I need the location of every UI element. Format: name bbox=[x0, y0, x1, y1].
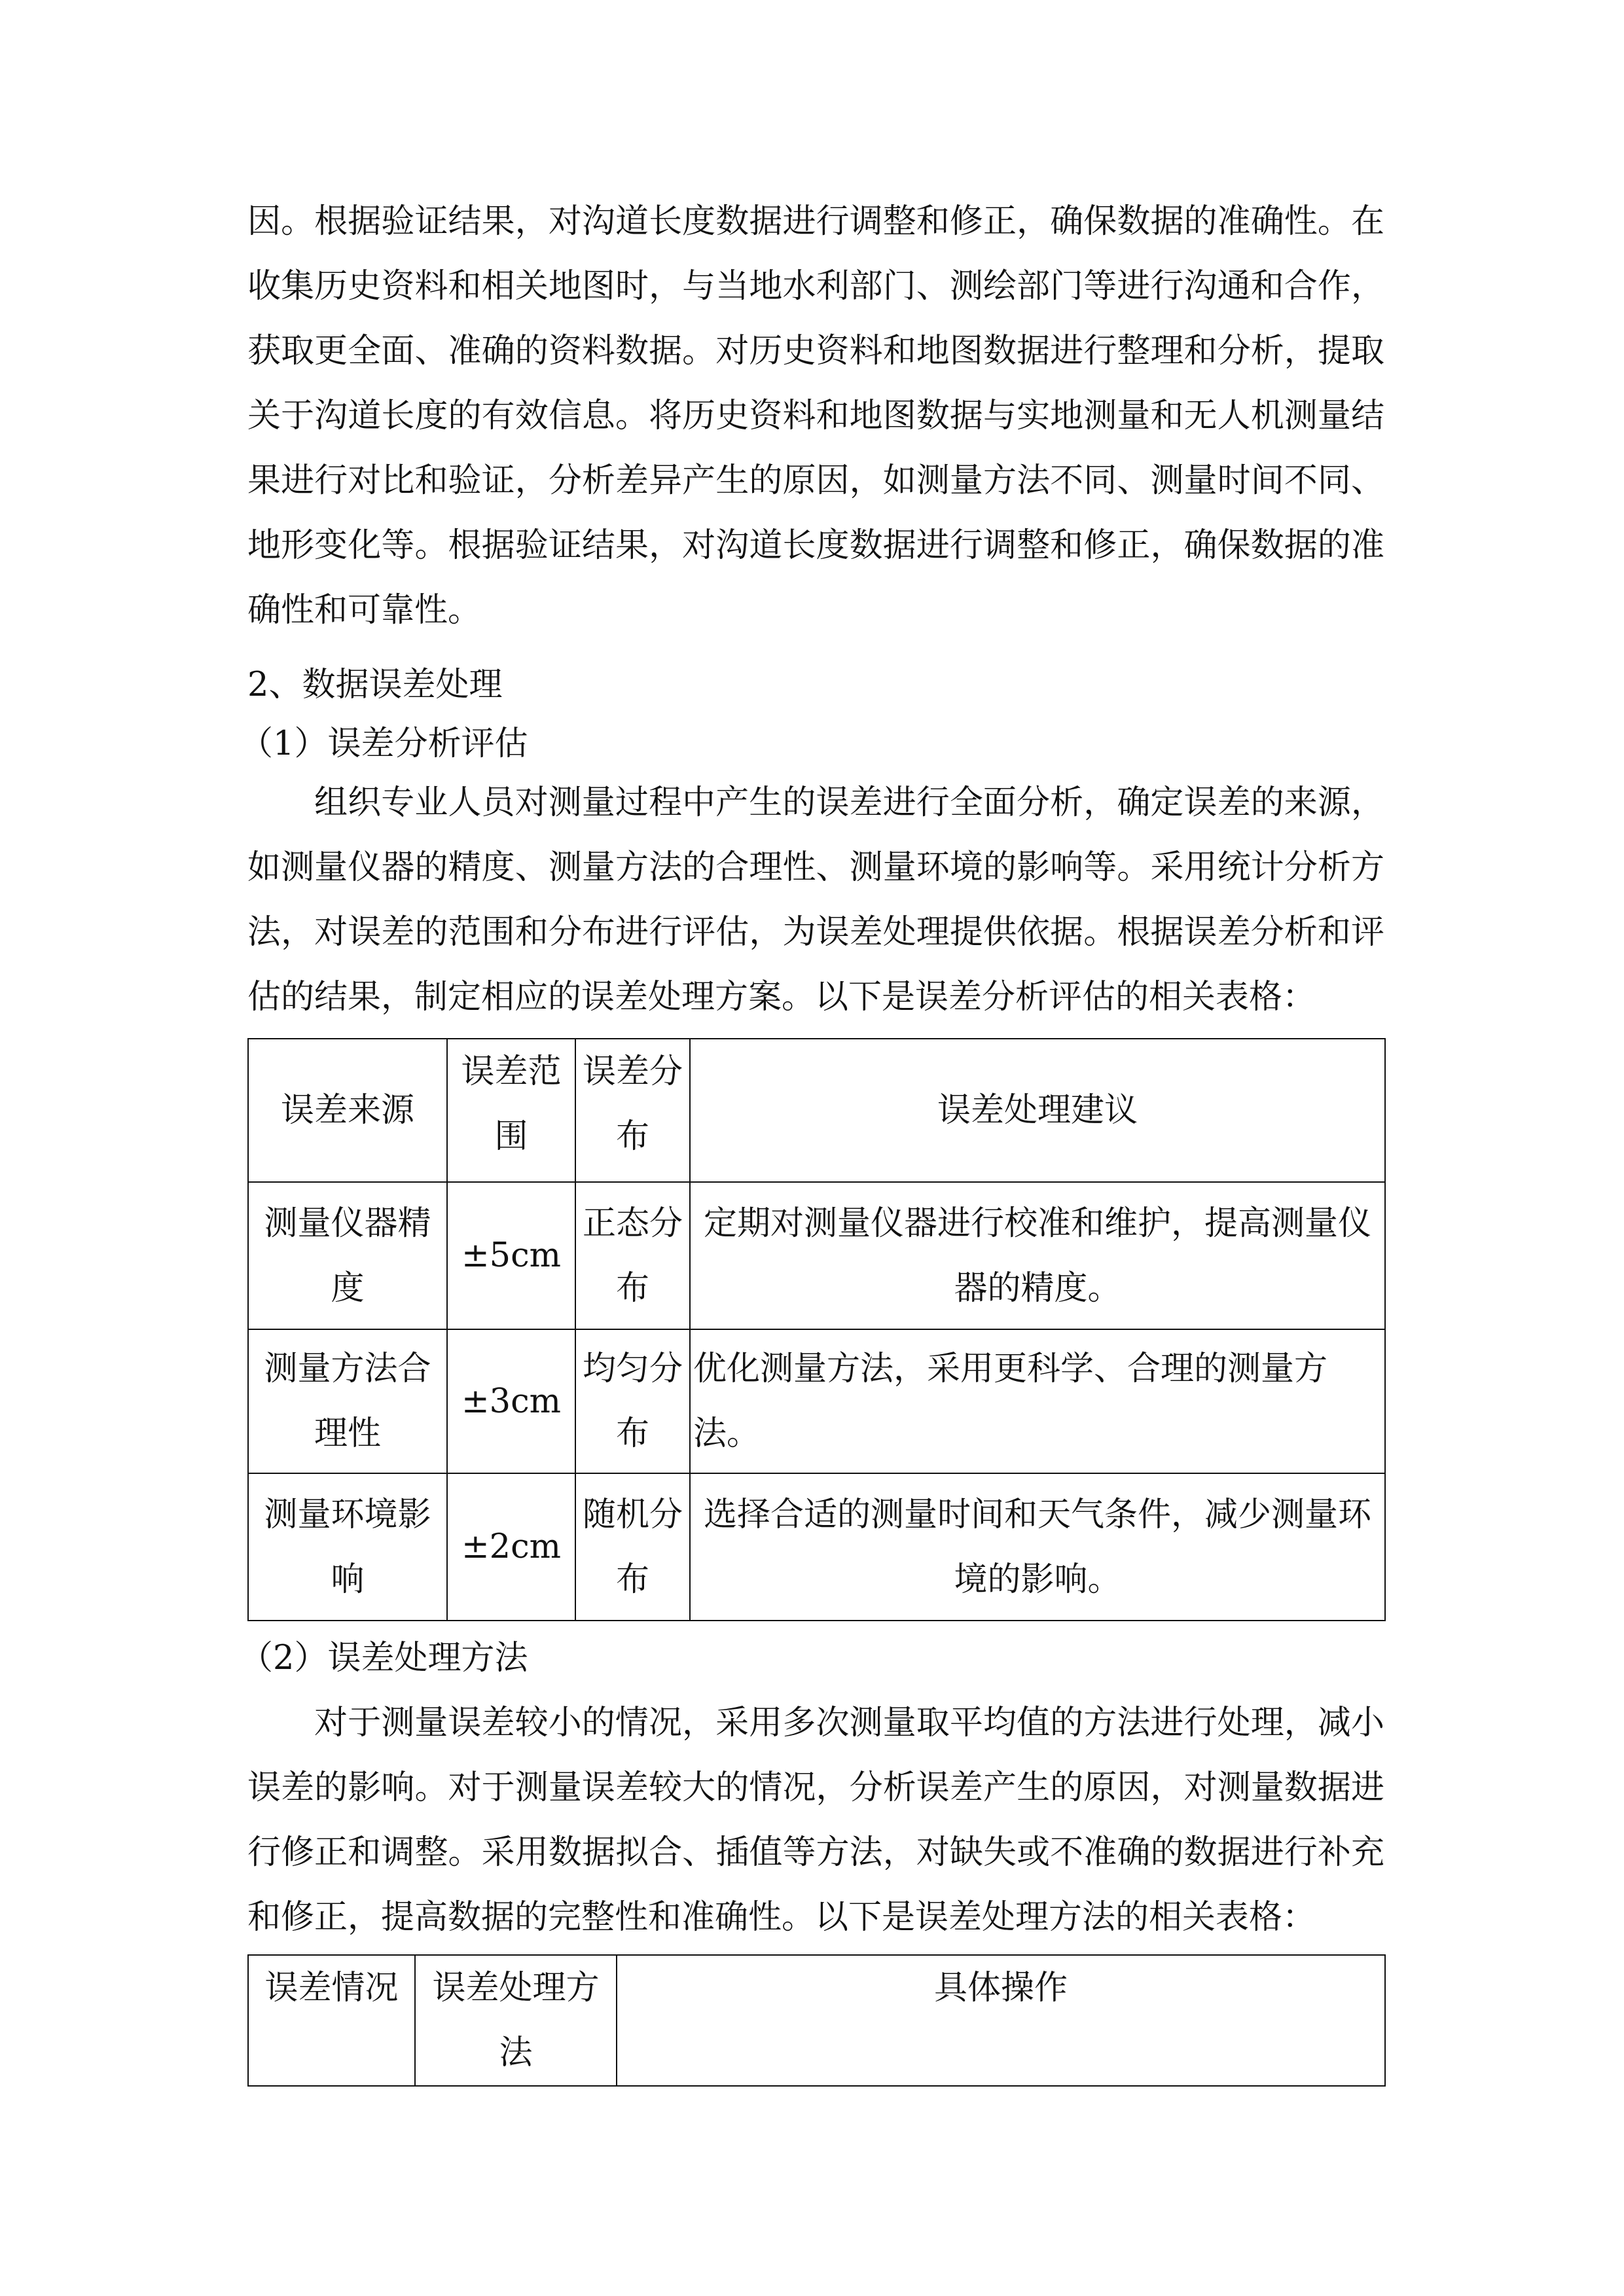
text-line: 误差的影响。对于测量误差较大的情况，分析误差产生的原因，对测量数据进 bbox=[247, 1768, 1384, 1807]
text-line: 估的结果，制定相应的误差处理方案。以下是误差分析评估的相关表格： bbox=[247, 978, 1316, 1016]
table-header-row bbox=[248, 1955, 1385, 2086]
text-line: 如测量仪器的精度、测量方法的合理性、测量环境的影响等。采用统计分析方 bbox=[247, 848, 1384, 887]
table-cell: 测量环境影响 bbox=[248, 1473, 447, 1621]
table-cell: 定期对测量仪器进行校准和维护，提高测量仪器的精度。 bbox=[690, 1182, 1385, 1329]
header-cell: 误差来源 bbox=[248, 1039, 447, 1182]
header-cell: 具体操作 bbox=[617, 1955, 1385, 2086]
text-line: 组织专业人员对测量过程中产生的误差进行全面分析，确定误差的来源， bbox=[314, 783, 1384, 822]
text-line: 法，对误差的范围和分布进行评估，为误差处理提供依据。根据误差分析和评 bbox=[247, 913, 1384, 952]
header-cell: 误差情况 bbox=[248, 1955, 415, 2086]
header-cell: 误差处理建议 bbox=[690, 1039, 1385, 1182]
text-line: 对于测量误差较小的情况，采用多次测量取平均值的方法进行处理，减小 bbox=[314, 1704, 1384, 1742]
table-cell: ±2cm bbox=[447, 1473, 575, 1621]
text-line: 地形变化等。根据验证结果，对沟道长度数据进行调整和修正，确保数据的准 bbox=[247, 526, 1384, 565]
text-line: 果进行对比和验证，分析差异产生的原因，如测量方法不同、测量时间不同、 bbox=[247, 461, 1384, 500]
text-line: 行修正和调整。采用数据拟合、插值等方法，对缺失或不准确的数据进行补充 bbox=[247, 1833, 1384, 1872]
header-cell: 误差分布 bbox=[575, 1039, 690, 1182]
table-cell: 测量方法合理性 bbox=[248, 1329, 447, 1473]
paragraph-error-handling bbox=[247, 1691, 1384, 1950]
table-cell: ±3cm bbox=[447, 1329, 575, 1473]
table-header-row bbox=[248, 1039, 1385, 1182]
table-cell: ±5cm bbox=[447, 1182, 575, 1329]
section-heading: 2、数据误差处理 bbox=[247, 666, 503, 704]
table-cell: 选择合适的测量时间和天气条件，减少测量环境的影响。 bbox=[690, 1473, 1385, 1621]
text-line: 关于沟道长度的有效信息。将历史资料和地图数据与实地测量和无人机测量结 bbox=[247, 397, 1384, 435]
table-row bbox=[248, 1329, 1385, 1473]
table-cell: 测量仪器精度 bbox=[248, 1182, 447, 1329]
text-line: 因。根据验证结果，对沟道长度数据进行调整和修正，确保数据的准确性。在 bbox=[247, 202, 1384, 241]
table-cell: 正态分布 bbox=[575, 1182, 690, 1329]
text-line: 确性和可靠性。 bbox=[247, 591, 482, 630]
table-cell: 随机分布 bbox=[575, 1473, 690, 1621]
header-cell: 误差范围 bbox=[447, 1039, 575, 1182]
header-cell: 误差处理方法 bbox=[415, 1955, 617, 2086]
table-row bbox=[248, 1473, 1385, 1621]
error-handling-table bbox=[247, 1954, 1386, 2087]
table-row bbox=[248, 1182, 1385, 1329]
subsection-heading: （2）误差处理方法 bbox=[240, 1639, 528, 1677]
paragraph-error-analysis bbox=[247, 770, 1384, 1030]
table-cell: 优化测量方法，采用更科学、合理的测量方法。 bbox=[690, 1329, 1385, 1473]
table-cell: 均匀分布 bbox=[575, 1329, 690, 1473]
text-line: 收集历史资料和相关地图时，与当地水利部门、测绘部门等进行沟通和合作， bbox=[247, 267, 1384, 306]
paragraph-validation bbox=[247, 189, 1384, 643]
text-line: 获取更全面、准确的资料数据。对历史资料和地图数据进行整理和分析，提取 bbox=[247, 332, 1384, 370]
error-analysis-table bbox=[247, 1038, 1386, 1621]
subsection-heading: （1）误差分析评估 bbox=[240, 725, 528, 763]
text-line: 和修正，提高数据的完整性和准确性。以下是误差处理方法的相关表格： bbox=[247, 1898, 1316, 1937]
